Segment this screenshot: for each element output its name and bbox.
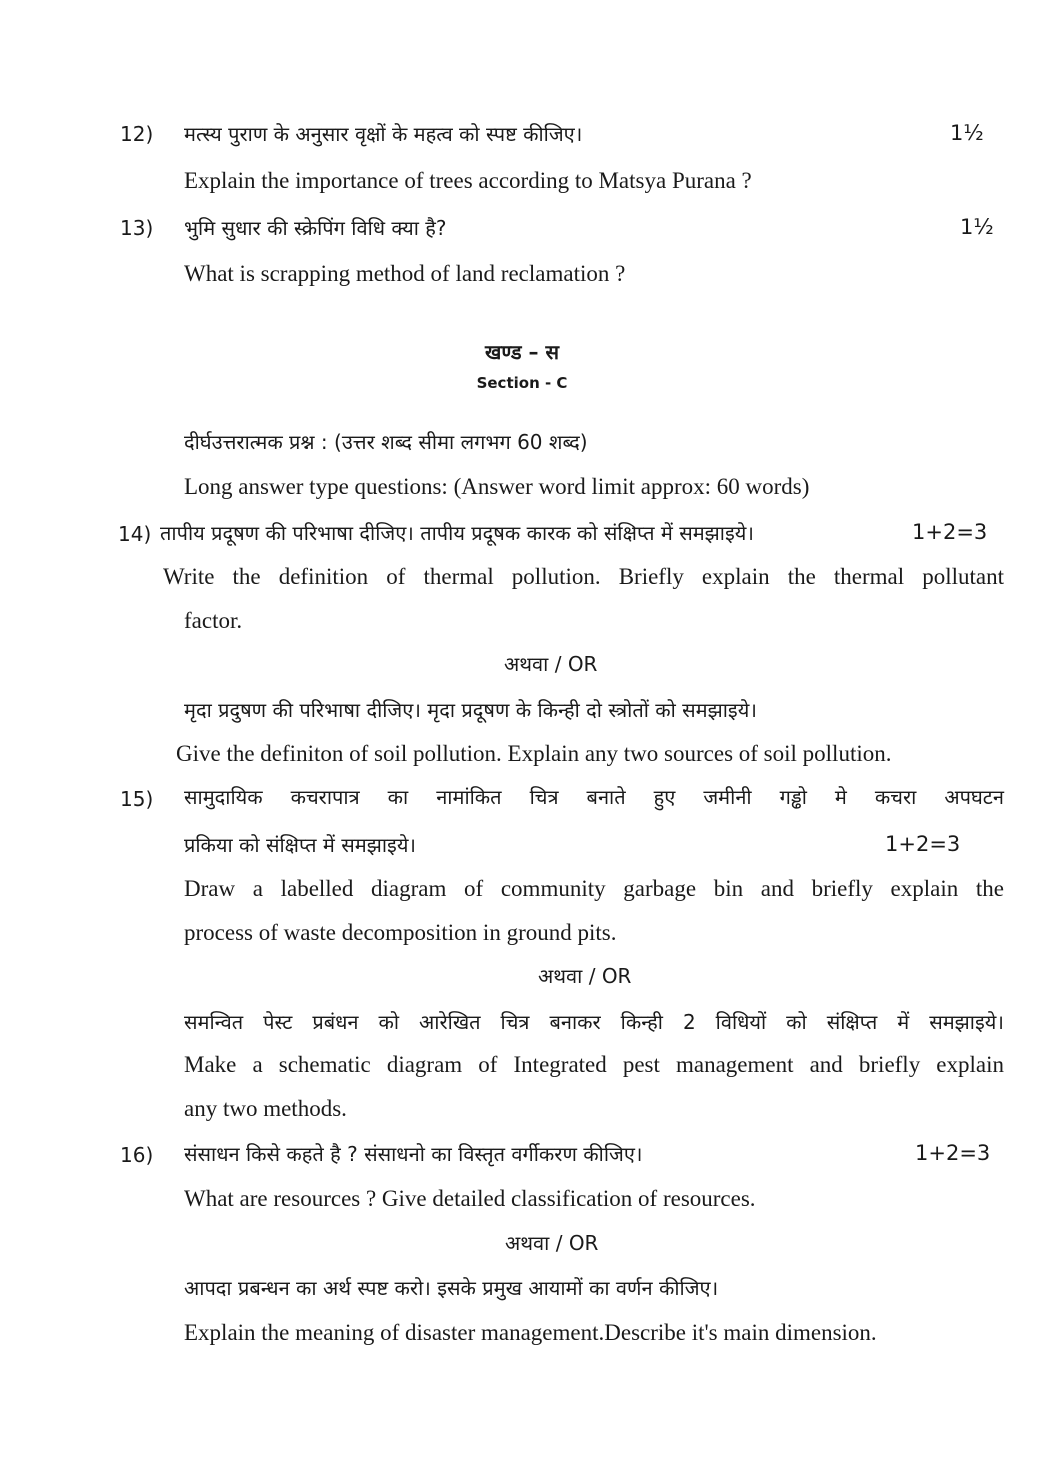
q15-english-line-2: process of waste decomposition in ground pits. xyxy=(184,920,617,945)
q14-marks: 1+2=3 xyxy=(912,520,988,544)
q15-marks: 1+2=3 xyxy=(885,832,961,856)
q13-hindi-text: भुमि सुधार की स्क्रेपिंग विधि क्या है? xyxy=(184,216,447,240)
q16-or-divider: अथवा / OR xyxy=(505,1231,599,1255)
q14-english-line-1: Write the definition of thermal pollution. Briefly explain the thermal pollutant xyxy=(163,564,1004,589)
section-title-english: Section - C xyxy=(476,374,568,392)
q16-alt-hindi-text: आपदा प्रबन्धन का अर्थ स्पष्ट करो। इसके प्रमुख आयामों का वर्णन कीजिए। xyxy=(184,1276,719,1300)
q15-or-divider: अथवा / OR xyxy=(538,964,632,988)
q15-alt-hindi-text: समन्वित पेस्ट प्रबंधन को आरेखित चित्र बनाकर किन्ही 2 विधियों को संक्षिप्त में समझाइये। xyxy=(184,1010,1004,1034)
q15-hindi-line-2: प्रकिया को संक्षिप्त में समझाइये। xyxy=(184,833,417,857)
q15-english-line-1: Draw a labelled diagram of community garbage bin and briefly explain the xyxy=(184,876,1004,901)
q16-hindi-text: संसाधन किसे कहते है ? संसाधनो का विस्तृत वर्गीकरण कीजिए। xyxy=(184,1142,643,1166)
q13-marks: 1½ xyxy=(960,215,994,239)
q16-alt-english-text: Explain the meaning of disaster management.Describe it's main dimension. xyxy=(184,1320,877,1345)
q15-alt-english-line-2: any two methods. xyxy=(184,1096,347,1121)
q12-marks: 1½ xyxy=(950,121,984,145)
q14-hindi-text: तापीय प्रदूषण की परिभाषा दीजिए। तापीय प्रदूषक कारक को संक्षिप्त में समझाइये। xyxy=(160,521,754,545)
q12-hindi-text: मत्स्य पुराण के अनुसार वृक्षों के महत्व को स्पष्ट कीजिए। xyxy=(184,122,583,146)
question-number-14: 14) xyxy=(118,522,152,546)
q16-english-text: What are resources ? Give detailed classification of resources. xyxy=(184,1186,756,1211)
section-title-hindi: खण्ड – स xyxy=(484,340,559,364)
q15-hindi-line-1: सामुदायिक कचरापात्र का नामांकित चित्र बनाते हुए जमीनी गड्ढो मे कचरा अपघटन xyxy=(184,785,1004,809)
q15-alt-english-line-1: Make a schematic diagram of Integrated pest management and briefly explain xyxy=(184,1052,1004,1077)
question-number-12: 12) xyxy=(120,122,154,146)
q12-english-text: Explain the importance of trees according to Matsya Purana ? xyxy=(184,168,752,193)
question-number-13: 13) xyxy=(120,216,154,240)
q16-marks: 1+2=3 xyxy=(915,1141,991,1165)
q14-alt-english-text: Give the definiton of soil pollution. Explain any two sources of soil pollution. xyxy=(176,741,892,766)
question-number-16: 16) xyxy=(120,1143,154,1167)
q14-alt-hindi-text: मृदा प्रदुषण की परिभाषा दीजिए। मृदा प्रदूषण के किन्ही दो स्त्रोतों को समझाइये। xyxy=(184,698,757,722)
q14-or-divider: अथवा / OR xyxy=(504,652,598,676)
section-instruction-english: Long answer type questions: (Answer word limit approx: 60 words) xyxy=(184,474,810,499)
section-instruction-hindi: दीर्घउत्तरात्मक प्रश्न : (उत्तर शब्द सीमा लगभग 60 शब्द) xyxy=(184,430,588,454)
q14-english-line-2: factor. xyxy=(184,608,243,633)
question-number-15: 15) xyxy=(120,787,154,811)
q13-english-text: What is scrapping method of land reclamation ? xyxy=(184,261,626,286)
